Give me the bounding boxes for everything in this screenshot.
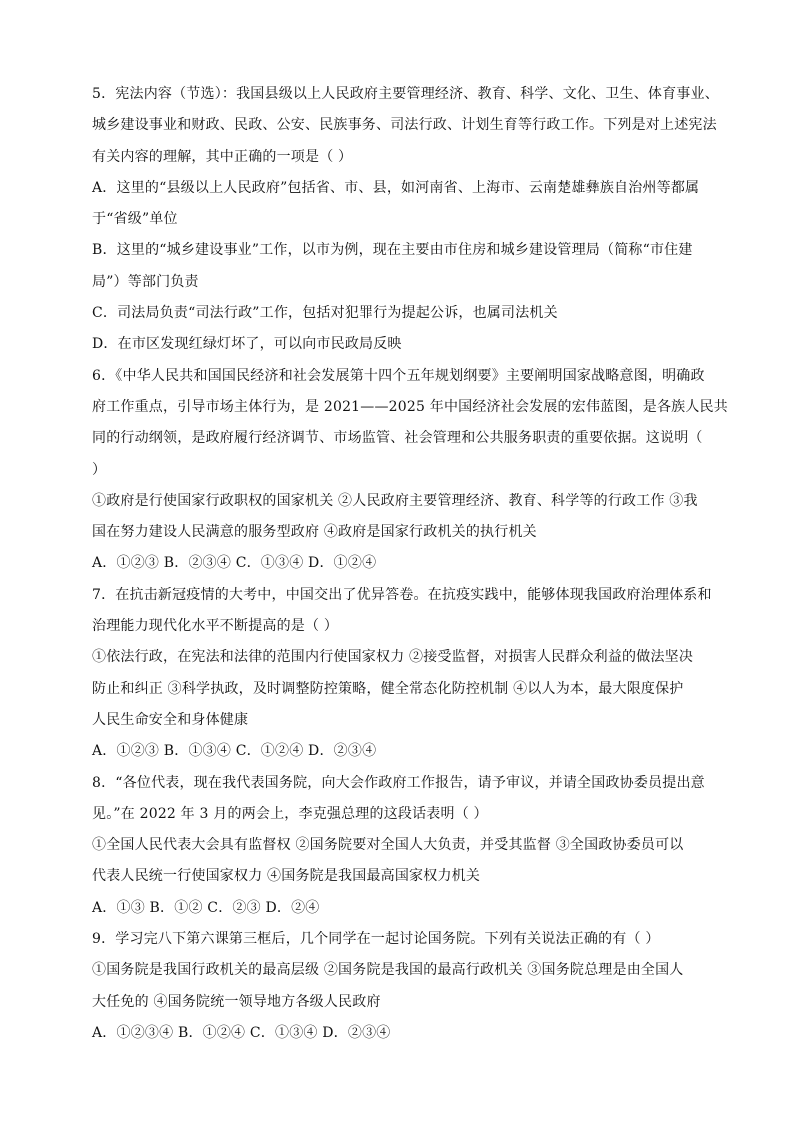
question-7 bbox=[92, 580, 712, 768]
question-line: 府工作重点，引导市场主体行为，是 2021——2025 年中国经济社会发展的宏伟蓝图，是各族人民共 bbox=[92, 398, 728, 415]
statement-line: ①国务院是我国行政机关的最高层级 ②国务院是我国的最高行政机关 ③国务院总理是由全国人 bbox=[92, 962, 684, 979]
option-a-line: A．这里的“县级以上人民政府”包括省、市、县，如河南省、上海市、云南楚雄彝族自治州等都属 bbox=[92, 179, 700, 196]
statement-line: 大任免的 ④国务院统一领导地方各级人民政府 bbox=[92, 993, 381, 1010]
option-c-line: C．司法局负责“司法行政”工作，包括对犯罪行为提起公诉，也属司法机关 bbox=[92, 305, 558, 322]
statement-line: ①全国人民代表大会具有监督权 ②国务院要对全国人大负责，并受其监督 ③全国政协委员可以 bbox=[92, 837, 684, 854]
statement-line: 防止和纠正 ③科学执政，及时调整防控策略，健全常态化防控机制 ④以人为本，最大限度保护 bbox=[92, 680, 684, 697]
question-line: 8．“各位代表，现在我代表国务院，向大会作政府工作报告，请予审议，并请全国政协委员提出意 bbox=[92, 774, 705, 791]
answer-options: A．①②③④ B．①②④ C．①③④ D．②③④ bbox=[92, 1024, 391, 1041]
statement-line: 人民生命安全和身体健康 bbox=[92, 711, 249, 728]
statement-line: 国在努力建设人民满意的服务型政府 ④政府是国家行政机关的执行机关 bbox=[92, 524, 537, 541]
question-line: 见。”在 2022 年 3 月的两会上，李克强总理的这段话表明（ ） bbox=[92, 805, 488, 822]
question-line: 9．学习完八下第六课第三框后，几个同学在一起讨论国务院。下列有关说法正确的有（ ） bbox=[92, 931, 660, 948]
question-line: 5．宪法内容（节选）：我国县级以上人民政府主要管理经济、教育、科学、文化、卫生、体育事业、 bbox=[92, 86, 719, 102]
question-line: 有关内容的理解，其中正确的一项是（ ） bbox=[92, 148, 353, 165]
question-8 bbox=[92, 768, 704, 924]
answer-options: A．①②③ B．②③④ C．①③④ D．①②④ bbox=[92, 555, 377, 572]
question-6 bbox=[92, 361, 728, 580]
question-line: 城乡建设事业和财政、民政、公安、民族事务、司法行政、计划生育等行政工作。下列是对上述宪法 bbox=[92, 117, 717, 134]
option-a-line: 于“省级”单位 bbox=[92, 211, 178, 228]
question-line: ） bbox=[92, 461, 107, 478]
option-d-line: D．在市区发现红绿灯坏了，可以向市民政局反映 bbox=[92, 336, 402, 353]
statement-line: ①依法行政，在宪法和法律的范围内行使国家权力 ②接受监督，对损害人民群众利益的做法坚决 bbox=[92, 649, 694, 666]
question-9 bbox=[92, 924, 704, 1049]
question-line: 同的行动纲领，是政府履行经济调节、市场监管、社会管理和公共服务职责的重要依据。这说明（ bbox=[92, 430, 703, 447]
answer-options: A．①③ B．①② C．②③ D．②④ bbox=[92, 899, 320, 916]
option-b-line: B．这里的“城乡建设事业”工作，以市为例，现在主要由市住房和城乡建设管理局（简称“市住建 bbox=[92, 242, 693, 259]
option-b-line: 局”）等部门负责 bbox=[92, 273, 199, 290]
question-list bbox=[92, 79, 728, 1049]
question-line: 7．在抗击新冠疫情的大考中，中国交出了优异答卷。在抗疫实践中，能够体现我国政府治理体系和 bbox=[92, 586, 712, 603]
question-5 bbox=[92, 79, 719, 361]
answer-options: A．①②③ B．①③④ C．①②④ D．②③④ bbox=[92, 743, 377, 760]
question-line: 6．《中华人民共和国国民经济和社会发展第十四个五年规划纲要》主要阐明国家战略意图，明确政 bbox=[92, 367, 705, 384]
statement-line: ①政府是行使国家行政职权的国家机关 ②人民政府主要管理经济、教育、科学等的行政工作 ③我 bbox=[92, 492, 698, 509]
question-line: 治理能力现代化水平不断提高的是（ ） bbox=[92, 618, 339, 635]
statement-line: 代表人民统一行使国家权力 ④国务院是我国最高国家权力机关 bbox=[92, 868, 481, 885]
